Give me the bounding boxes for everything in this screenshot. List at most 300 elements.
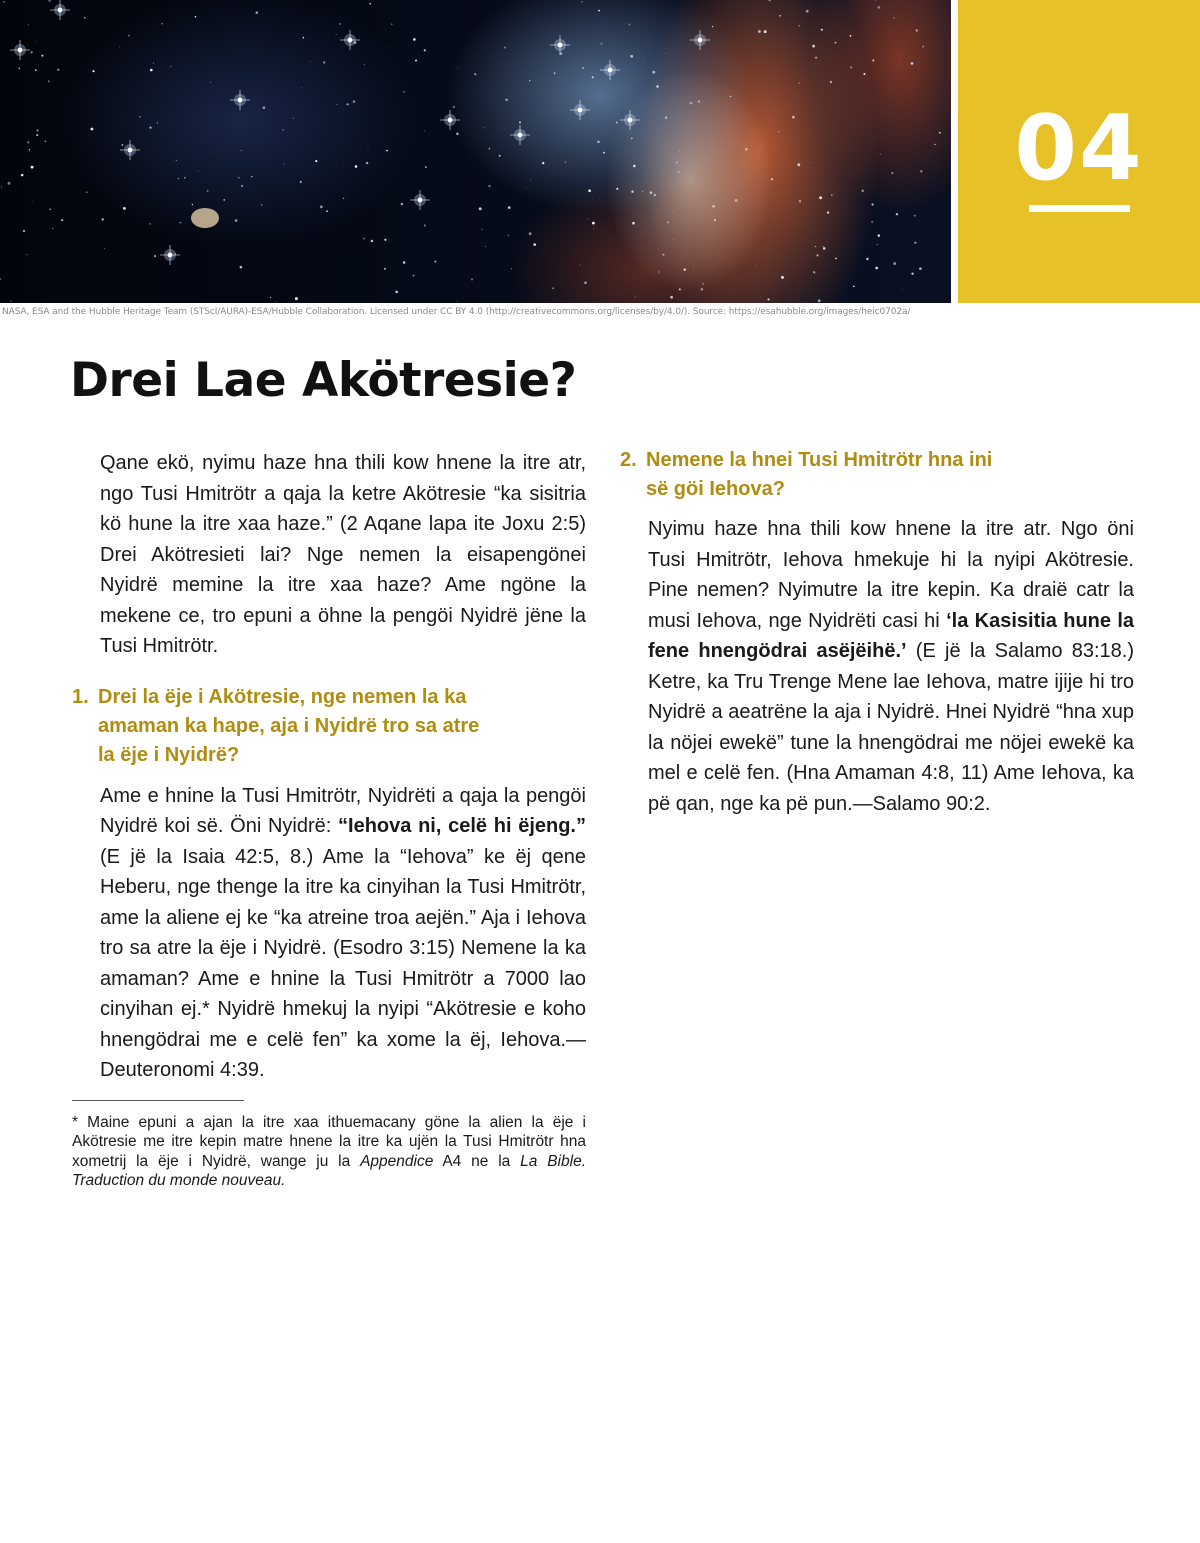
lesson-number-block [958,0,1200,303]
star [745,148,748,151]
star [241,150,242,151]
lesson-number-underline [1029,205,1130,212]
bright-star [690,30,710,50]
star [391,23,392,24]
star [320,206,323,209]
star [529,80,530,81]
star [139,116,141,118]
star [366,162,368,164]
star [192,204,193,205]
star [153,63,154,64]
star [654,194,656,196]
bright-star [600,60,620,80]
star [616,122,618,124]
star [35,41,36,42]
star [616,188,618,190]
star [35,69,37,71]
star [282,129,283,130]
star [384,239,386,241]
bright-star [410,190,430,210]
star [588,218,589,219]
star [529,232,532,235]
star [893,262,896,265]
star [424,131,425,132]
star [693,266,694,267]
footnote-divider [72,1100,244,1101]
intro-paragraph: Qane ekö, nyimu haze hna thili kow hnene la itre atr, ngo Tusi Hmitrötr a qaja la ketre Akötresie “ka sisitria kö hune la itre xaa haze.” (2 Aqane lapa ite Joxu 2:5) Drei Akötresieti lai? Nge nemen la eisapengönei Nyidrë memine la itre xaa haze? Ame ngöne la mekene ce, tro epuni a öhne la pengöi Nyidrë jëne la Tusi Hmitrötr. [100,452,586,657]
star [778,131,779,132]
star [162,23,163,24]
star [27,141,29,143]
star [343,162,344,163]
star [592,222,595,225]
star [23,230,25,232]
star [652,71,655,74]
star [195,16,197,18]
star [792,116,795,119]
star [823,247,826,250]
star [714,219,716,221]
star [235,219,238,222]
star [210,82,211,83]
star [413,38,416,41]
star [815,56,817,58]
star [605,279,606,280]
star [238,177,239,178]
star [827,211,829,213]
footnote-text1: * Maine epuni a ajan la itre xaa ithuemacany göne la alien la ëje i Akötresie me itre kepin matre hnene la itre ka ujën la Tusi Hmitrötr hna xometrij la ëje i Nyidrë, wange ju la [72,1113,586,1170]
star [49,209,51,211]
star [339,23,340,24]
star [369,3,371,5]
star [92,70,94,72]
star [581,1,582,2]
star [701,288,703,290]
section-1-question-line1: Drei la ëje i Akötresie, nge nemen la ka [98,685,467,708]
star [474,73,476,75]
star [650,191,653,194]
star [481,229,482,230]
star [154,255,156,257]
bright-star [50,0,70,20]
star [665,53,666,54]
star [823,246,824,247]
star [862,190,864,192]
star [756,251,757,252]
section-1-answer [100,781,586,1086]
section-2-answer [648,514,1134,819]
star [850,35,852,37]
star [315,160,317,162]
star [911,62,914,65]
section-2-answer-text1: Nyimu haze hna thili kow hnene la itre atr. Ngo öni Tusi Hmitrötr, Iehova hmekuje hi la nyipi Akötresie. Pine nemen? Nyimutre la itre kepin. Ka draië catr la musi Iehova, nge Nyidrëti casi hi [648,518,1134,632]
star [628,24,630,26]
star [485,246,486,247]
star [764,30,767,33]
star [48,80,50,82]
star [8,182,11,185]
star [57,68,60,71]
star [505,99,507,101]
star [658,271,659,272]
star [872,59,874,61]
star [866,258,868,260]
star [526,187,527,188]
star [61,219,63,221]
bright-star [510,125,530,145]
star [223,199,225,201]
star [26,254,27,255]
star [813,271,815,273]
star [102,218,104,220]
star [401,203,403,205]
star [603,152,605,154]
star [598,10,600,12]
star [779,15,781,17]
section-2-answer-bold: ‘la Kasisitia hune la fene hnengödrai asëjëihë.’ [648,609,1135,662]
star [157,122,158,123]
star [919,267,922,270]
star [911,272,913,274]
star [565,161,567,163]
star [424,49,426,51]
left-column [72,448,586,1191]
bright-star [160,245,180,265]
image-credit: NASA, ESA and the Hubble Heritage Team (STScI/AURA)-ESA/Hubble Collaboration. Licensed under CC BY 4.0 (http://creativecommons.org/licenses/by/4.0/). Source: https://esahubble.org/images/heic0702a/ [2,307,911,317]
star [601,43,603,45]
star [31,166,34,169]
star [310,61,311,62]
star [176,160,177,161]
star [877,244,878,245]
star [631,138,633,140]
star [830,81,832,83]
star [263,106,266,109]
star [384,268,386,270]
star [119,47,120,48]
star [270,297,271,298]
star [413,275,415,277]
star [530,180,531,181]
star [916,29,919,32]
right-column [620,446,1134,819]
star [767,298,769,300]
star [121,144,123,146]
star [914,215,916,217]
star [36,134,38,136]
star [424,224,426,226]
star [771,178,773,180]
star [712,205,715,208]
star [755,265,756,266]
star [184,177,186,179]
star [179,222,181,224]
star [170,66,171,67]
star [434,260,436,262]
star [533,243,536,246]
section-1-answer-text2: (E jë la Isaia 42:5, 8.) Ame la “Iehova” ke ëj qene Heberu, nge thenge la itre ka cinyihan la Tusi Hmitrötr, ame la aliene ej ke “ka atreine troa aejën.” Aja i Iehova tro sa atre la ëje i Nyidrë. (Esodro 3:15) Nemene la ka amaman? Ame e hnine la Tusi Hmitrötr a 7000 lao cinyihan ej.* Nyidrë hmekuj la nyipi “Akötresie e koho hnengödrai me e celë fen” ka xome la ëj, Iehova.—Deuteronomi 4:39. [100,845,586,1081]
star [32,201,33,202]
star [52,228,53,229]
star [0,278,1,279]
section-1-question-line3: la ëje i Nyidrë? [98,743,240,766]
star [863,73,865,75]
star [667,221,669,223]
star [690,102,693,105]
star [30,51,32,53]
star [853,286,855,288]
star [301,88,302,89]
star [21,174,24,177]
star [10,300,11,301]
section-1-question [72,683,586,770]
star [240,266,243,269]
star [712,26,713,27]
star [293,118,294,119]
star [920,170,922,172]
star [508,206,511,209]
star [656,85,658,87]
bright-star [550,35,570,55]
star [768,0,770,1]
star [453,106,455,108]
star [846,221,847,222]
star [877,6,880,9]
star [347,103,349,105]
star [891,172,893,174]
bright-star [120,140,140,160]
star [395,291,398,294]
star [178,178,179,179]
star [798,82,799,83]
star [896,213,898,215]
star [815,246,816,247]
star [150,223,151,224]
star [3,1,5,3]
star [542,162,544,164]
star [256,11,259,14]
star [386,150,388,152]
star [241,185,243,187]
star [902,289,903,290]
star [336,34,337,35]
star [104,248,105,249]
section-1-number: 1. [72,685,89,708]
star [295,297,298,300]
footnote-italic-appendix: Appendice [360,1152,434,1170]
star [922,46,924,48]
bright-star [620,110,640,130]
star [703,283,704,284]
star [36,129,38,131]
star [871,221,873,223]
footnote [72,1113,586,1191]
star [457,301,458,302]
star [797,163,800,166]
star [819,196,822,199]
star [630,55,633,58]
star [799,25,800,26]
star [850,66,852,68]
star [284,164,285,165]
footnote-italic-bible-title: La Bible. Traduction du monde nouveau. [72,1152,586,1189]
section-2-answer-text2: (E jë la Salamo 83:18.) Ketre, ka Tru Trenge Mene lae Iehova, matre ijije hi tro Nyidrë a aeatrëne la aja i Nyidrë. Hnei Nyidrë “hna xup la nöjei ewekë” tune la hnengödrai me nöjei ewekë ka mel e celë fen. (Hna Amaman 4:8, 11) Ame Iehova, ka pë qan, nge ka pë pun.—Salamo 90:2. [648,640,1134,815]
star [810,163,811,164]
star [592,198,593,199]
star [457,68,458,69]
star [632,222,635,225]
star [584,281,587,284]
star [662,254,664,256]
star [1,186,2,187]
footnote-text2: A4 ne la [433,1152,521,1170]
section-2-question [620,446,1134,504]
star [735,199,738,202]
star [673,239,674,240]
section-1-answer-text1: Ame e hnine la Tusi Hmitrötr, Nyidrëti a qaja la pengöi Nyidrë koi së. Öni Nyidrë: [100,784,586,837]
star [504,47,506,49]
bright-star [230,90,250,110]
star [642,191,643,192]
star [149,126,151,128]
star [799,200,801,202]
star [818,299,821,302]
star [511,268,512,269]
star [336,104,337,105]
star [939,132,941,134]
section-1-question-line2: amaman ka hape, aja i Nyidrë tro sa atre [98,714,480,737]
star [592,76,594,78]
star [483,127,484,128]
star [665,117,667,119]
star [730,289,731,290]
star [403,91,405,93]
star [582,67,584,69]
star [489,148,491,150]
star [363,238,365,240]
star [580,264,581,265]
star [635,297,636,298]
spiral-galaxy [191,208,219,228]
star [723,83,724,84]
star [368,149,369,150]
star [821,29,823,31]
star [303,37,305,39]
star [48,0,51,2]
star [343,198,344,199]
star [488,185,490,187]
star [276,301,277,302]
star [251,176,253,178]
star [19,68,21,70]
star [198,171,199,172]
star [508,235,509,236]
star [554,72,556,74]
star [387,46,388,47]
star [835,258,837,260]
bright-star [10,40,30,60]
star [415,59,417,61]
section-1-answer-bold: “Iehova ni, celë hi ëjeng.” [338,815,586,837]
star [261,204,263,206]
star [588,189,591,192]
star [875,0,876,1]
star [29,149,30,150]
star [894,17,895,18]
star [44,140,46,142]
star [403,261,406,264]
star [371,240,374,243]
star [934,144,935,145]
star [730,96,732,98]
star [673,211,674,212]
star [456,133,458,135]
star [479,207,482,210]
star [670,296,673,299]
star [364,64,365,65]
star [914,242,916,244]
page-title: Drei Lae Akötresie? [70,353,577,408]
star [128,35,130,37]
star [355,165,358,168]
star [41,55,43,57]
star [758,30,761,33]
star [471,278,473,280]
star [806,10,809,13]
star [84,17,86,19]
star [677,171,679,173]
star [698,100,700,102]
nebula-star-cluster-image [0,0,951,303]
bright-star [340,30,360,50]
star [594,229,595,230]
star [831,194,833,196]
star [880,154,881,155]
star [633,165,636,168]
star [207,190,209,192]
star [871,203,873,205]
star [28,24,29,25]
star [875,267,878,270]
star [519,121,521,123]
star [326,210,328,212]
star [676,162,678,164]
star [684,269,686,271]
section-2-number: 2. [620,449,637,471]
lesson-number: 04 [1014,96,1144,201]
star [816,254,818,256]
star [631,191,633,193]
star [812,45,815,48]
star [323,61,325,63]
star [679,151,680,152]
star [552,288,553,289]
star [878,234,880,236]
bright-star [570,100,590,120]
star [597,141,600,144]
star [300,181,302,183]
star [643,61,644,62]
star [781,276,784,279]
star [150,69,153,72]
bright-star [440,110,460,130]
star [835,42,837,44]
star [86,191,88,193]
star [499,155,501,157]
section-2-question-line1: Nemene la hnei Tusi Hmitrötr hna ini [646,449,993,471]
hero-image [0,0,951,303]
star [123,207,126,210]
